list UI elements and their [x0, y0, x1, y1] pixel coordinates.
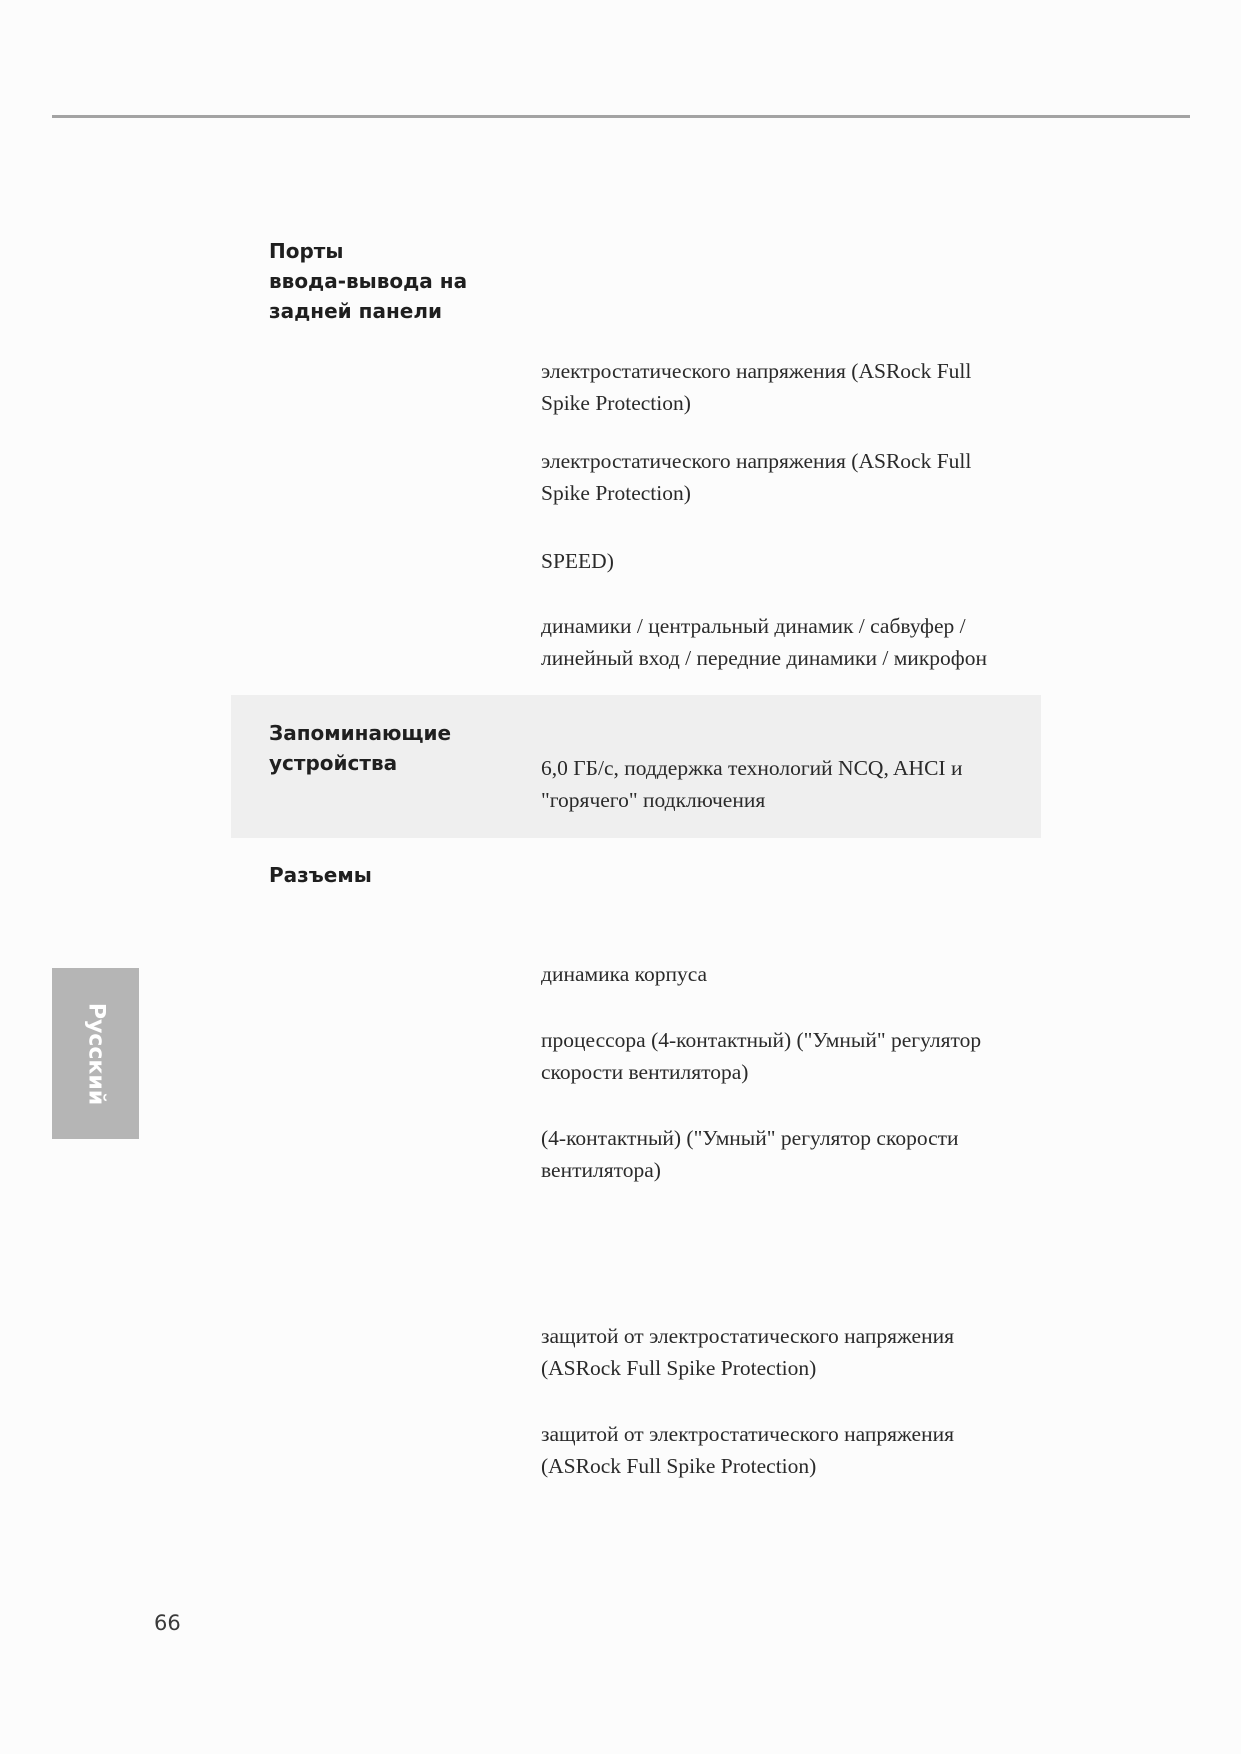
section-label-storage: Запоминающие устройства	[269, 721, 452, 775]
spec-item: (4-контактный) ("Умный" регулятор скорости вентилятора)	[541, 1126, 959, 1182]
page-number: 66	[154, 1611, 181, 1635]
language-tab-label: Русский	[83, 1002, 108, 1105]
spec-item: динамика корпуса	[541, 962, 708, 986]
spec-item: электростатического напряжения (ASRock Full Spike Protection)	[541, 449, 972, 505]
spec-item: электростатического напряжения (ASRock Full Spike Protection)	[541, 359, 972, 415]
section-label-connectors: Разъемы	[269, 863, 372, 887]
spec-item: 6,0 ГБ/с, поддержка технологий NCQ, AHCI и "горячего" подключения	[541, 756, 963, 812]
spec-item: процессора (4-контактный) ("Умный" регулятор скорости вентилятора)	[541, 1028, 982, 1084]
header-rule	[52, 115, 1190, 118]
spec-item: динамики / центральный динамик / сабвуфер / линейный вход / передние динамики / микрофон	[541, 614, 987, 670]
language-tab	[52, 968, 139, 1139]
spec-item: защитой от электростатического напряжения (ASRock Full Spike Protection)	[541, 1422, 955, 1478]
spec-item: SPEED)	[541, 549, 614, 573]
spec-item: защитой от электростатического напряжения (ASRock Full Spike Protection)	[541, 1324, 955, 1380]
section-label-rear-io: Порты ввода-вывода на задней панели	[269, 239, 468, 323]
